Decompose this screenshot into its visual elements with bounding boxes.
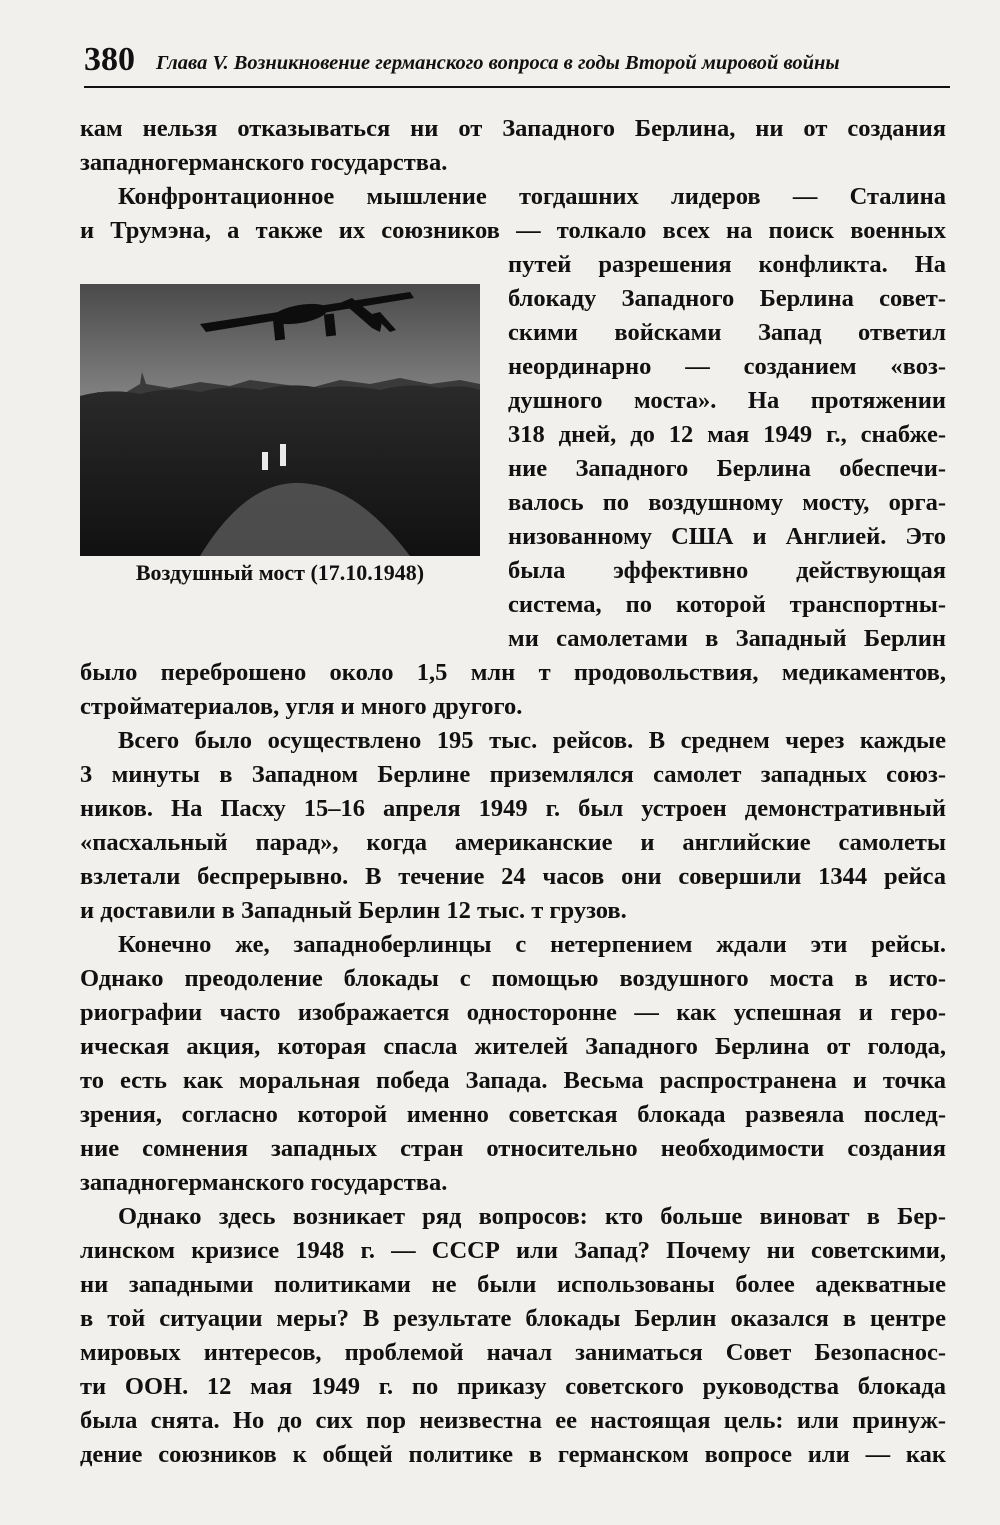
text-line: западногерманского государства. — [80, 1169, 448, 1196]
text-line: дение союзников к общей политике в германском вопросе или — как — [80, 1441, 946, 1468]
text-line: Всего было осуществлено 195 тыс. рейсов. В среднем через каждые — [118, 727, 946, 754]
text-line: взлетали беспрерывно. В течение 24 часов они совершили 1344 рейса — [80, 863, 946, 890]
text-line: система, по которой транспортны- — [508, 591, 946, 618]
text-line: Конечно же, западноберлинцы с нетерпением ждали эти рейсы. — [118, 931, 946, 958]
text-line: и Трумэна, а также их союзников — толкало всех на поиск военных — [80, 217, 946, 244]
text-line: ние Западного Берлина обеспечи- — [508, 455, 946, 482]
running-head: Глава V. Возникновение германского вопроса в годы Второй мировой войны — [156, 52, 840, 74]
text-line: риографии часто изображается односторонне — как успешная и геро- — [80, 999, 946, 1026]
text-line: ическая акция, которая спасла жителей Западного Берлина от голода, — [80, 1033, 946, 1060]
text-line: путей разрешения конфликта. На — [508, 251, 946, 278]
text-line: в той ситуации меры? В результате блокады Берлин оказался в центре — [80, 1305, 946, 1332]
text-line: 3 минуты в Западном Берлине приземлялся самолет западных союз- — [80, 761, 946, 788]
text-line: ти ООН. 12 мая 1949 г. по приказу советского руководства блокада — [80, 1373, 946, 1400]
figure-caption: Воздушный мост (17.10.1948) — [135, 560, 425, 585]
page-number: 380 — [84, 41, 135, 78]
text-line: блокаду Западного Берлина совет- — [508, 285, 946, 312]
text-line: низованному США и Англией. Это — [508, 523, 946, 550]
airlift-photo — [80, 284, 480, 556]
text-line: была эффективно действующая — [508, 557, 946, 584]
text-line: ни западными политиками не были использованы более адекватные — [80, 1271, 946, 1298]
text-line: зрения, согласно которой именно советская блокада развеяла послед- — [80, 1101, 946, 1128]
text-line: скими войсками Запад ответил — [508, 319, 946, 346]
text-line: кам нельзя отказываться ни от Западного Берлина, ни от создания — [80, 115, 946, 142]
text-line: ми самолетами в Западный Берлин — [508, 625, 946, 652]
text-line: западногерманского государства. — [80, 149, 448, 176]
page-header — [84, 38, 950, 88]
text-line: было переброшено около 1,5 млн т продовольствия, медикаментов, — [80, 659, 946, 686]
text-line: то есть как моральная победа Запада. Весьма распространена и точка — [80, 1067, 946, 1094]
text-line: была снята. Но до сих пор неизвестна ее настоящая цель: или принуж- — [80, 1407, 946, 1434]
text-line: Однако преодоление блокады с помощью воздушного моста в исто- — [80, 965, 946, 992]
text-line: и доставили в Западный Берлин 12 тыс. т грузов. — [80, 897, 627, 924]
text-line: ние сомнения западных стран относительно необходимости создания — [80, 1135, 946, 1162]
text-line: линском кризисе 1948 г. — СССР или Запад? Почему ни советскими, — [80, 1237, 946, 1264]
text-line: «пасхальный парад», когда американские и английские самолеты — [80, 829, 946, 856]
text-line: душного моста». На протяжении — [508, 387, 946, 414]
text-line: мировых интересов, проблемой начал заниматься Совет Безопаснос- — [80, 1339, 946, 1366]
text-line: неординарно — созданием «воз- — [508, 353, 946, 380]
text-line: ников. На Пасху 15–16 апреля 1949 г. был устроен демонстративный — [80, 795, 946, 822]
text-line: 318 дней, до 12 мая 1949 г., снабже- — [508, 421, 946, 448]
text-line: Однако здесь возникает ряд вопросов: кто больше виноват в Бер- — [118, 1203, 946, 1230]
text-line: валось по воздушному мосту, орга- — [508, 489, 946, 516]
text-line: стройматериалов, угля и много другого. — [80, 693, 523, 720]
text-line: Конфронтационное мышление тогдашних лидеров — Сталина — [118, 183, 946, 210]
